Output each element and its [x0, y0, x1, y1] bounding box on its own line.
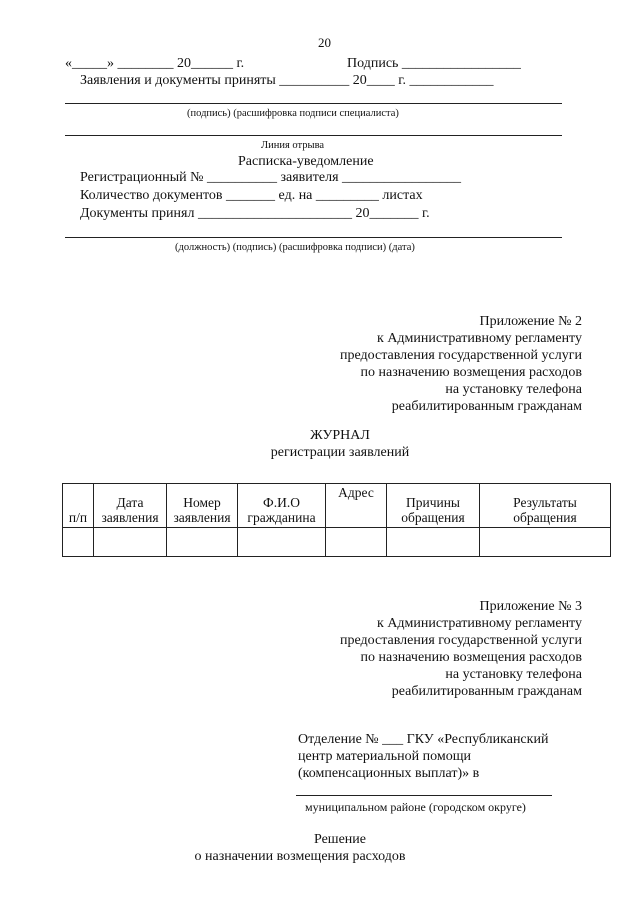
appendix2-line: по назначению возмещения расходов [360, 365, 582, 380]
column-header-reasons: Причины обращения [387, 484, 480, 528]
appendix3-line: к Административному регламенту [377, 616, 582, 631]
bottom-signature-rule [65, 237, 562, 238]
appendix3-line: реабилитированным гражданам [391, 684, 582, 699]
appendix2-line: предоставления государственной услуги [340, 348, 582, 363]
registration-line: Регистрационный № __________ заявителя _________________ [80, 170, 462, 185]
district-rule [296, 795, 552, 796]
appendix3-header [262, 598, 582, 700]
cut-rule [65, 135, 562, 136]
appendix3-line: предоставления государственной услуги [340, 633, 582, 648]
appendix2-header [262, 313, 582, 415]
table-cell [94, 528, 167, 557]
appendix2-title: Приложение № 2 [479, 314, 582, 329]
column-header-full-name: Ф.И.О гражданина [238, 484, 326, 528]
journal-header-row [63, 484, 611, 528]
addressee-line: центр материальной помощи [298, 749, 471, 764]
table-cell [63, 528, 94, 557]
appendix2-line: к Административному регламенту [377, 331, 582, 346]
receipt-accepted-line: Заявления и документы приняты __________ 20____ г. ____________ [80, 73, 494, 88]
appendix3-line: на установку телефона [445, 667, 582, 682]
appendix3-title: Приложение № 3 [479, 599, 582, 614]
column-header-address: Адрес [326, 484, 387, 528]
receipt-date-line: «_____» ________ 20______ г. [65, 56, 245, 71]
column-header-application-number: Номер заявления [167, 484, 238, 528]
decision-title: Решение [313, 832, 366, 847]
signature-rule [65, 103, 562, 104]
column-header-date: Дата заявления [94, 484, 167, 528]
documents-count-line: Количество документов _______ ед. на _________ листах [80, 188, 423, 203]
journal-subtitle: регистрации заявлений [270, 445, 410, 460]
appendix3-line: по назначению возмещения расходов [360, 650, 582, 665]
addressee-line: Отделение № ___ ГКУ «Республиканский [298, 732, 549, 747]
receipt-signature-line: Подпись _________________ [347, 56, 521, 71]
decision-subtitle: о назначении возмещения расходов [194, 849, 406, 864]
column-header-results: Результаты обращения [480, 484, 611, 528]
journal-title: ЖУРНАЛ [310, 428, 370, 443]
signature-caption: (подпись) (расшифровка подписи специалиста) [187, 108, 399, 119]
appendix2-line: на установку телефона [445, 382, 582, 397]
cut-line-label: Линия отрыва [261, 140, 325, 151]
table-cell [238, 528, 326, 557]
table-cell [387, 528, 480, 557]
table-cell [480, 528, 611, 557]
district-caption: муниципальном районе (городском округе) [305, 800, 526, 814]
addressee-line: (компенсационных выплат)» в [298, 766, 480, 781]
table-row [63, 528, 611, 557]
table-cell [326, 528, 387, 557]
column-header-number: п/п [63, 484, 94, 528]
bottom-signature-caption: (должность) (подпись) (расшифровка подписи) (дата) [175, 242, 415, 253]
documents-accepted-line: Документы принял ______________________ 20_______ г. [80, 206, 430, 221]
notice-title: Расписка-уведомление [238, 154, 374, 169]
table-cell [167, 528, 238, 557]
appendix2-line: реабилитированным гражданам [391, 399, 582, 414]
journal-table [62, 483, 611, 557]
page-number: 20 [318, 35, 331, 50]
